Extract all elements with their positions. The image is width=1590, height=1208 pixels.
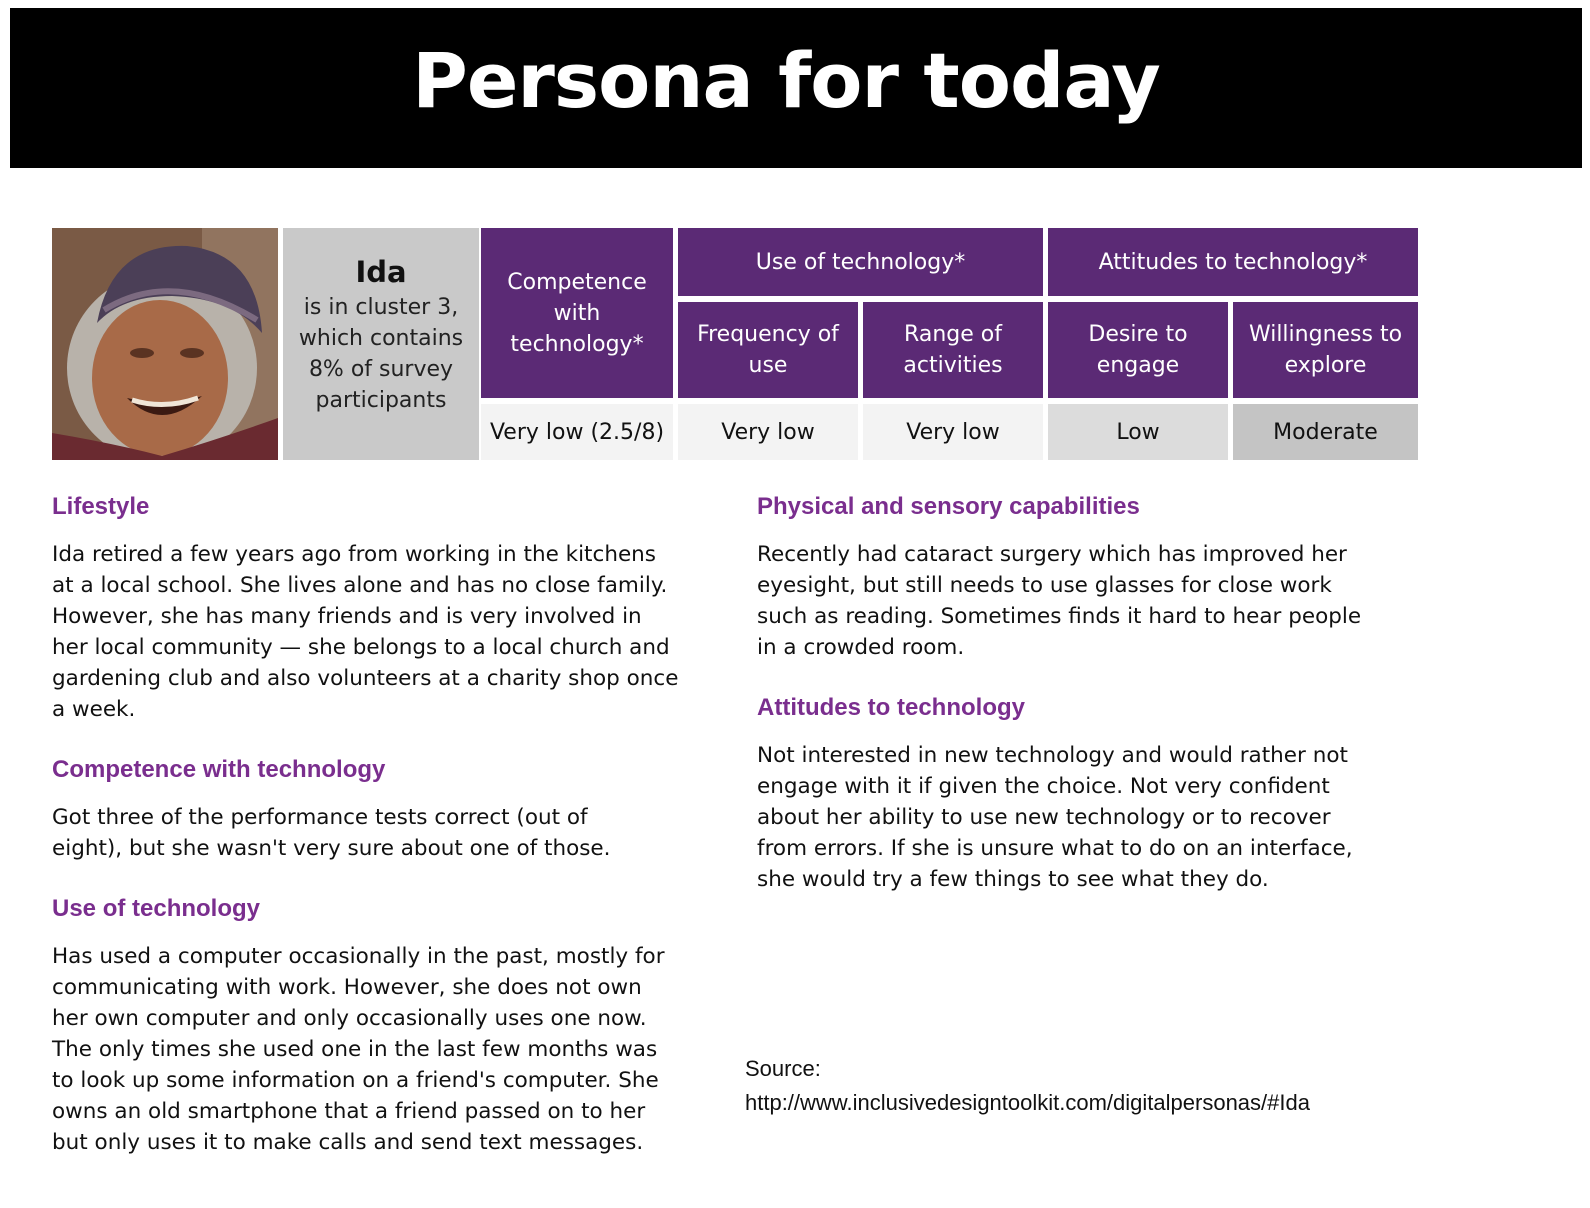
value-desire-to-engage: Low xyxy=(1048,404,1228,460)
header-desire-to-engage: Desire to engage xyxy=(1048,302,1228,398)
header-competence: Competence with technology* xyxy=(481,228,673,398)
title-banner xyxy=(10,8,1582,168)
header-willingness-to-explore: Willingness to explore xyxy=(1233,302,1418,398)
attitudes-text: Not interested in new technology and would rather not engage with it if given the choice. Not very confident about her ability to use new technology or to recover from errors. If she is unsure what to do on an interface, she would try a few things to see what they do. xyxy=(757,743,1353,892)
use-text: Has used a computer occasionally in the past, mostly for communicating with work. However, she does not own her own computer and only occasionally uses one now. The only times she used one in the last few months was to look up some information on a friend's computer. She owns an old smartphone that a friend passed on to her but only uses it to make calls and send text messages. xyxy=(52,944,665,1155)
header-frequency-of-use: Frequency of use xyxy=(678,302,858,398)
persona-name: Ida xyxy=(355,255,407,289)
physical-heading: Physical and sensory capabilities xyxy=(757,493,1140,520)
header-attitudes-to-technology: Attitudes to technology* xyxy=(1048,228,1418,296)
page-title: Persona for today xyxy=(412,35,1160,125)
source-label: Source: xyxy=(745,1056,821,1081)
source-citation xyxy=(745,1052,1310,1120)
source-url[interactable]: http://www.inclusivedesigntoolkit.com/digitalpersonas/#Ida xyxy=(745,1090,1310,1115)
lifestyle-heading: Lifestyle xyxy=(52,493,150,520)
header-use-of-technology: Use of technology* xyxy=(678,228,1043,296)
persona-photo xyxy=(52,228,278,460)
attitudes-heading: Attitudes to technology xyxy=(757,694,1025,721)
value-competence: Very low (2.5/8) xyxy=(481,404,673,460)
header-range-of-activities: Range of activities xyxy=(863,302,1043,398)
persona-summary-cell xyxy=(283,228,479,460)
competence-text: Got three of the performance tests correct (out of eight), but she wasn't very sure about one of those. xyxy=(52,805,611,861)
use-heading: Use of technology xyxy=(52,895,261,922)
persona-cluster-description: is in cluster 3, which contains 8% of survey participants xyxy=(298,295,464,413)
physical-text: Recently had cataract surgery which has improved her eyesight, but still needs to use glasses for close work such as reading. Sometimes finds it hard to hear people in a crowded room. xyxy=(757,542,1362,660)
value-frequency-of-use: Very low xyxy=(678,404,858,460)
left-column xyxy=(52,492,692,1158)
portrait-illustration xyxy=(52,228,278,460)
right-column xyxy=(757,492,1397,895)
value-willingness-to-explore: Moderate xyxy=(1233,404,1418,460)
value-range-of-activities: Very low xyxy=(863,404,1043,460)
lifestyle-text: Ida retired a few years ago from working in the kitchens at a local school. She lives alone and has no close family. However, she has many friends and is very involved in her local community — she belongs to a local church and gardening club and also volunteers at a charity shop once a week. xyxy=(52,542,679,722)
competence-heading: Competence with technology xyxy=(52,756,386,783)
